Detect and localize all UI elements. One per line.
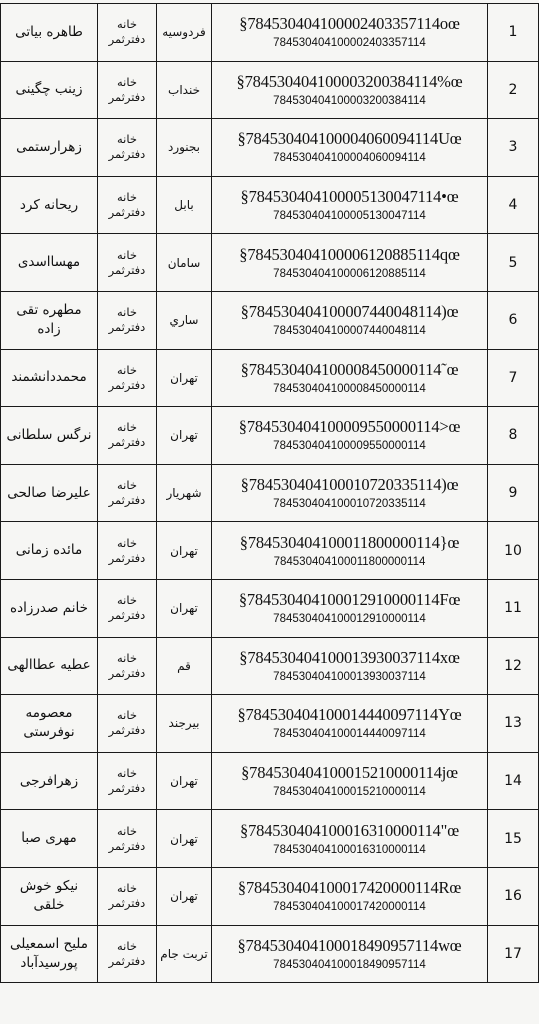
sender-type-cell — [98, 810, 157, 868]
tracking-number: 784530404100008450000114 — [273, 382, 426, 395]
recipient-name: نرگس سلطانی — [6, 426, 92, 443]
table-row — [1, 4, 539, 62]
sender-type-line2: دفترثمر — [108, 550, 146, 565]
barcode-text: §784530404100008450000114˜œ — [240, 359, 459, 379]
city-cell — [157, 522, 212, 580]
table-row — [1, 810, 539, 868]
sender-type-cell — [98, 176, 157, 234]
recipient-name: مطهره تقی زاده — [16, 302, 82, 338]
sender-type-line2: دفترثمر — [108, 262, 146, 277]
table-row — [1, 925, 539, 983]
row-number: 6 — [508, 312, 518, 329]
city: بیرجند — [168, 716, 200, 731]
sender-type-line1: خانه — [117, 593, 137, 608]
recipient-name: مائده زمانی — [15, 542, 83, 559]
tracking-code-cell — [212, 349, 488, 407]
sender-type-cell — [98, 234, 157, 292]
city: تهران — [170, 774, 198, 789]
sender-type-cell — [98, 291, 157, 349]
shipment-table — [0, 3, 539, 983]
sender-type-line2: دفترثمر — [108, 32, 146, 47]
barcode-text: §784530404100005130047114•œ — [240, 187, 459, 207]
sender-type-cell — [98, 61, 157, 119]
sender-type-line1: خانه — [117, 132, 137, 147]
row-number: 11 — [504, 600, 522, 617]
table-row — [1, 695, 539, 753]
city: تهران — [170, 831, 198, 846]
tracking-code-cell — [212, 637, 488, 695]
barcode-text: §784530404100002403357114oœ — [239, 14, 460, 34]
row-number-cell — [488, 4, 539, 62]
sender-type-line1: خانه — [117, 766, 137, 781]
barcode-text: §784530404100004060094114Uœ — [237, 129, 462, 149]
sender-type-line1: خانه — [117, 305, 137, 320]
barcode-text: §784530404100009550000114>œ — [238, 417, 461, 437]
table-row — [1, 637, 539, 695]
city: سامان — [167, 255, 201, 270]
sender-type-line1: خانه — [117, 74, 137, 89]
recipient-name-cell — [1, 407, 98, 465]
city-cell — [157, 4, 212, 62]
tracking-number: 784530404100010720335114 — [273, 498, 426, 511]
city-cell — [157, 291, 212, 349]
row-number: 3 — [508, 139, 518, 156]
city-cell — [157, 61, 212, 119]
tracking-code-cell — [212, 522, 488, 580]
recipient-name-cell — [1, 234, 98, 292]
recipient-name-cell — [1, 464, 98, 522]
barcode-text: §784530404100016310000114"œ — [240, 820, 459, 840]
tracking-number: 784530404100011800000114 — [273, 555, 426, 568]
city: قم — [177, 658, 191, 673]
row-number-cell — [488, 637, 539, 695]
sender-type-cell — [98, 522, 157, 580]
recipient-name-cell — [1, 119, 98, 177]
city-cell — [157, 349, 212, 407]
city-cell — [157, 176, 212, 234]
sender-type-line2: دفترثمر — [108, 377, 146, 392]
row-number-cell — [488, 176, 539, 234]
city: ساري — [169, 313, 199, 328]
tracking-code-cell — [212, 579, 488, 637]
tracking-number: 784530404100015210000114 — [273, 786, 426, 799]
sender-type-cell — [98, 637, 157, 695]
tracking-code-cell — [212, 695, 488, 753]
row-number: 14 — [504, 773, 522, 790]
row-number: 10 — [504, 542, 522, 559]
row-number: 4 — [508, 197, 518, 214]
tracking-code-cell — [212, 810, 488, 868]
recipient-name-cell — [1, 176, 98, 234]
sender-type-line1: خانه — [117, 247, 137, 262]
barcode-text: §784530404100015210000114jœ — [241, 763, 458, 783]
row-number: 7 — [508, 369, 518, 386]
tracking-number: 784530404100009550000114 — [273, 440, 426, 453]
tracking-number: 784530404100017420000114 — [273, 901, 426, 914]
tracking-number: 784530404100004060094114 — [273, 152, 426, 165]
table-row — [1, 291, 539, 349]
row-number-cell — [488, 925, 539, 983]
table-row — [1, 579, 539, 637]
city-cell — [157, 867, 212, 925]
recipient-name: زهرارستمی — [16, 138, 82, 155]
recipient-name: مهسااسدی — [17, 254, 81, 271]
tracking-number: 784530404100013930037114 — [273, 670, 426, 683]
row-number: 9 — [508, 485, 518, 502]
sender-type-line1: خانه — [117, 708, 137, 723]
recipient-name: زینب چگینی — [15, 81, 83, 98]
table-body — [1, 4, 539, 983]
row-number: 16 — [504, 888, 522, 905]
recipient-name-cell — [1, 579, 98, 637]
sender-type-line2: دفترثمر — [108, 493, 146, 508]
tracking-number: 784530404100002403357114 — [273, 37, 426, 50]
sender-type-line2: دفترثمر — [108, 665, 146, 680]
city-cell — [157, 407, 212, 465]
recipient-name-cell — [1, 925, 98, 983]
row-number-cell — [488, 61, 539, 119]
sender-type-line1: خانه — [117, 881, 137, 896]
sender-type-line2: دفترثمر — [108, 147, 146, 162]
recipient-name-cell — [1, 291, 98, 349]
tracking-code-cell — [212, 464, 488, 522]
sender-type-cell — [98, 119, 157, 177]
sender-type-line2: دفترثمر — [108, 838, 146, 853]
row-number-cell — [488, 579, 539, 637]
row-number-cell — [488, 522, 539, 580]
recipient-name-cell — [1, 4, 98, 62]
barcode-text: §784530404100017420000114Rœ — [237, 878, 462, 898]
barcode-text: §784530404100012910000114Fœ — [238, 590, 461, 610]
table-row — [1, 522, 539, 580]
recipient-name-cell — [1, 522, 98, 580]
recipient-name: ریحانه کرد — [19, 196, 79, 213]
sender-type-cell — [98, 4, 157, 62]
sender-type-cell — [98, 349, 157, 407]
recipient-name: علیرضا صالحی — [7, 484, 91, 501]
recipient-name-cell — [1, 349, 98, 407]
row-number-cell — [488, 119, 539, 177]
city-cell — [157, 637, 212, 695]
tracking-number: 784530404100006120885114 — [273, 267, 426, 280]
barcode-text: §784530404100011800000114}œ — [239, 532, 460, 552]
row-number: 1 — [508, 24, 518, 41]
row-number: 5 — [508, 254, 518, 271]
recipient-name: طاهره بیاتی — [15, 23, 83, 40]
city: تهران — [170, 370, 198, 385]
sender-type-cell — [98, 867, 157, 925]
barcode-text: §784530404100014440097114Yœ — [237, 705, 462, 725]
sender-type-cell — [98, 925, 157, 983]
barcode-text: §784530404100003200384114%œ — [236, 71, 463, 91]
sender-type-cell — [98, 695, 157, 753]
table-row — [1, 349, 539, 407]
city-cell — [157, 752, 212, 810]
row-number-cell — [488, 464, 539, 522]
table-row — [1, 407, 539, 465]
recipient-name: ملیح اسمعیلی پورسیدآباد — [10, 935, 88, 971]
sender-type-line2: دفترثمر — [108, 89, 146, 104]
sender-type-line1: خانه — [117, 823, 137, 838]
city: شهریار — [166, 486, 202, 501]
tracking-number: 784530404100014440097114 — [273, 728, 426, 741]
table-row — [1, 176, 539, 234]
tracking-number: 784530404100012910000114 — [273, 613, 426, 626]
tracking-code-cell — [212, 752, 488, 810]
sender-type-line2: دفترثمر — [108, 205, 146, 220]
sender-type-line1: خانه — [117, 17, 137, 32]
sender-type-line2: دفترثمر — [108, 953, 146, 968]
sender-type-line2: دفترثمر — [108, 781, 146, 796]
recipient-name-cell — [1, 810, 98, 868]
city-cell — [157, 695, 212, 753]
city: تهران — [170, 889, 198, 904]
tracking-number: 784530404100005130047114 — [273, 210, 426, 223]
recipient-name-cell — [1, 752, 98, 810]
tracking-code-cell — [212, 234, 488, 292]
barcode-text: §784530404100006120885114qœ — [239, 244, 460, 264]
sender-type-line1: خانه — [117, 478, 137, 493]
tracking-code-cell — [212, 4, 488, 62]
sender-type-line2: دفترثمر — [108, 723, 146, 738]
table-row — [1, 867, 539, 925]
sender-type-cell — [98, 464, 157, 522]
row-number: 15 — [504, 830, 522, 847]
sender-type-line2: دفترثمر — [108, 896, 146, 911]
recipient-name: مهری صبا — [21, 830, 77, 847]
city: فردوسیه — [162, 25, 206, 40]
row-number: 17 — [504, 945, 522, 962]
row-number: 2 — [508, 81, 518, 98]
row-number: 12 — [504, 657, 522, 674]
recipient-name: محمددانشمند — [11, 369, 87, 386]
sender-type-line1: خانه — [117, 362, 137, 377]
city-cell — [157, 234, 212, 292]
city-cell — [157, 810, 212, 868]
city-cell — [157, 464, 212, 522]
city: بابل — [174, 198, 194, 213]
sender-type-cell — [98, 407, 157, 465]
recipient-name: زهرافرجی — [19, 772, 79, 789]
city: تهران — [170, 543, 198, 558]
tracking-code-cell — [212, 925, 488, 983]
sender-type-line2: دفترثمر — [108, 320, 146, 335]
barcode-text: §784530404100013930037114xœ — [239, 647, 460, 667]
row-number: 13 — [504, 715, 522, 732]
row-number-cell — [488, 810, 539, 868]
table-row — [1, 119, 539, 177]
row-number-cell — [488, 695, 539, 753]
row-number-cell — [488, 291, 539, 349]
recipient-name-cell — [1, 637, 98, 695]
row-number-cell — [488, 867, 539, 925]
recipient-name: معصومه نوفرستی — [23, 705, 75, 741]
sender-type-line1: خانه — [117, 938, 137, 953]
tracking-code-cell — [212, 291, 488, 349]
sender-type-line1: خانه — [117, 420, 137, 435]
city: تربت جام — [160, 946, 208, 961]
row-number: 8 — [508, 427, 518, 444]
row-number-cell — [488, 407, 539, 465]
table-row — [1, 61, 539, 119]
recipient-name-cell — [1, 695, 98, 753]
city: بجنورد — [167, 140, 201, 155]
row-number-cell — [488, 349, 539, 407]
sender-type-cell — [98, 752, 157, 810]
sender-type-cell — [98, 579, 157, 637]
sender-type-line1: خانه — [117, 190, 137, 205]
city-cell — [157, 925, 212, 983]
barcode-text: §784530404100007440048114)œ — [240, 302, 459, 322]
table-row — [1, 234, 539, 292]
barcode-text: §784530404100010720335114)œ — [240, 475, 459, 495]
barcode-text: §784530404100018490957114wœ — [237, 935, 462, 955]
recipient-name-cell — [1, 61, 98, 119]
tracking-code-cell — [212, 176, 488, 234]
city: خنداب — [168, 82, 200, 97]
tracking-code-cell — [212, 119, 488, 177]
city-cell — [157, 579, 212, 637]
city: تهران — [170, 601, 198, 616]
recipient-name-cell — [1, 867, 98, 925]
row-number-cell — [488, 234, 539, 292]
sender-type-line1: خانه — [117, 650, 137, 665]
tracking-number: 784530404100018490957114 — [273, 958, 426, 971]
sender-type-line2: دفترثمر — [108, 435, 146, 450]
recipient-name: عطیه عطاالهی — [7, 657, 91, 674]
tracking-code-cell — [212, 61, 488, 119]
city: تهران — [170, 428, 198, 443]
table-row — [1, 752, 539, 810]
table-row — [1, 464, 539, 522]
tracking-number: 784530404100016310000114 — [273, 843, 426, 856]
recipient-name: خانم صدرزاده — [10, 599, 88, 616]
tracking-code-cell — [212, 867, 488, 925]
tracking-number: 784530404100003200384114 — [273, 94, 426, 107]
sender-type-line1: خانه — [117, 535, 137, 550]
city-cell — [157, 119, 212, 177]
tracking-code-cell — [212, 407, 488, 465]
tracking-number: 784530404100007440048114 — [273, 325, 426, 338]
sender-type-line2: دفترثمر — [108, 608, 146, 623]
recipient-name: نیکو خوش خلقی — [19, 878, 79, 914]
row-number-cell — [488, 752, 539, 810]
